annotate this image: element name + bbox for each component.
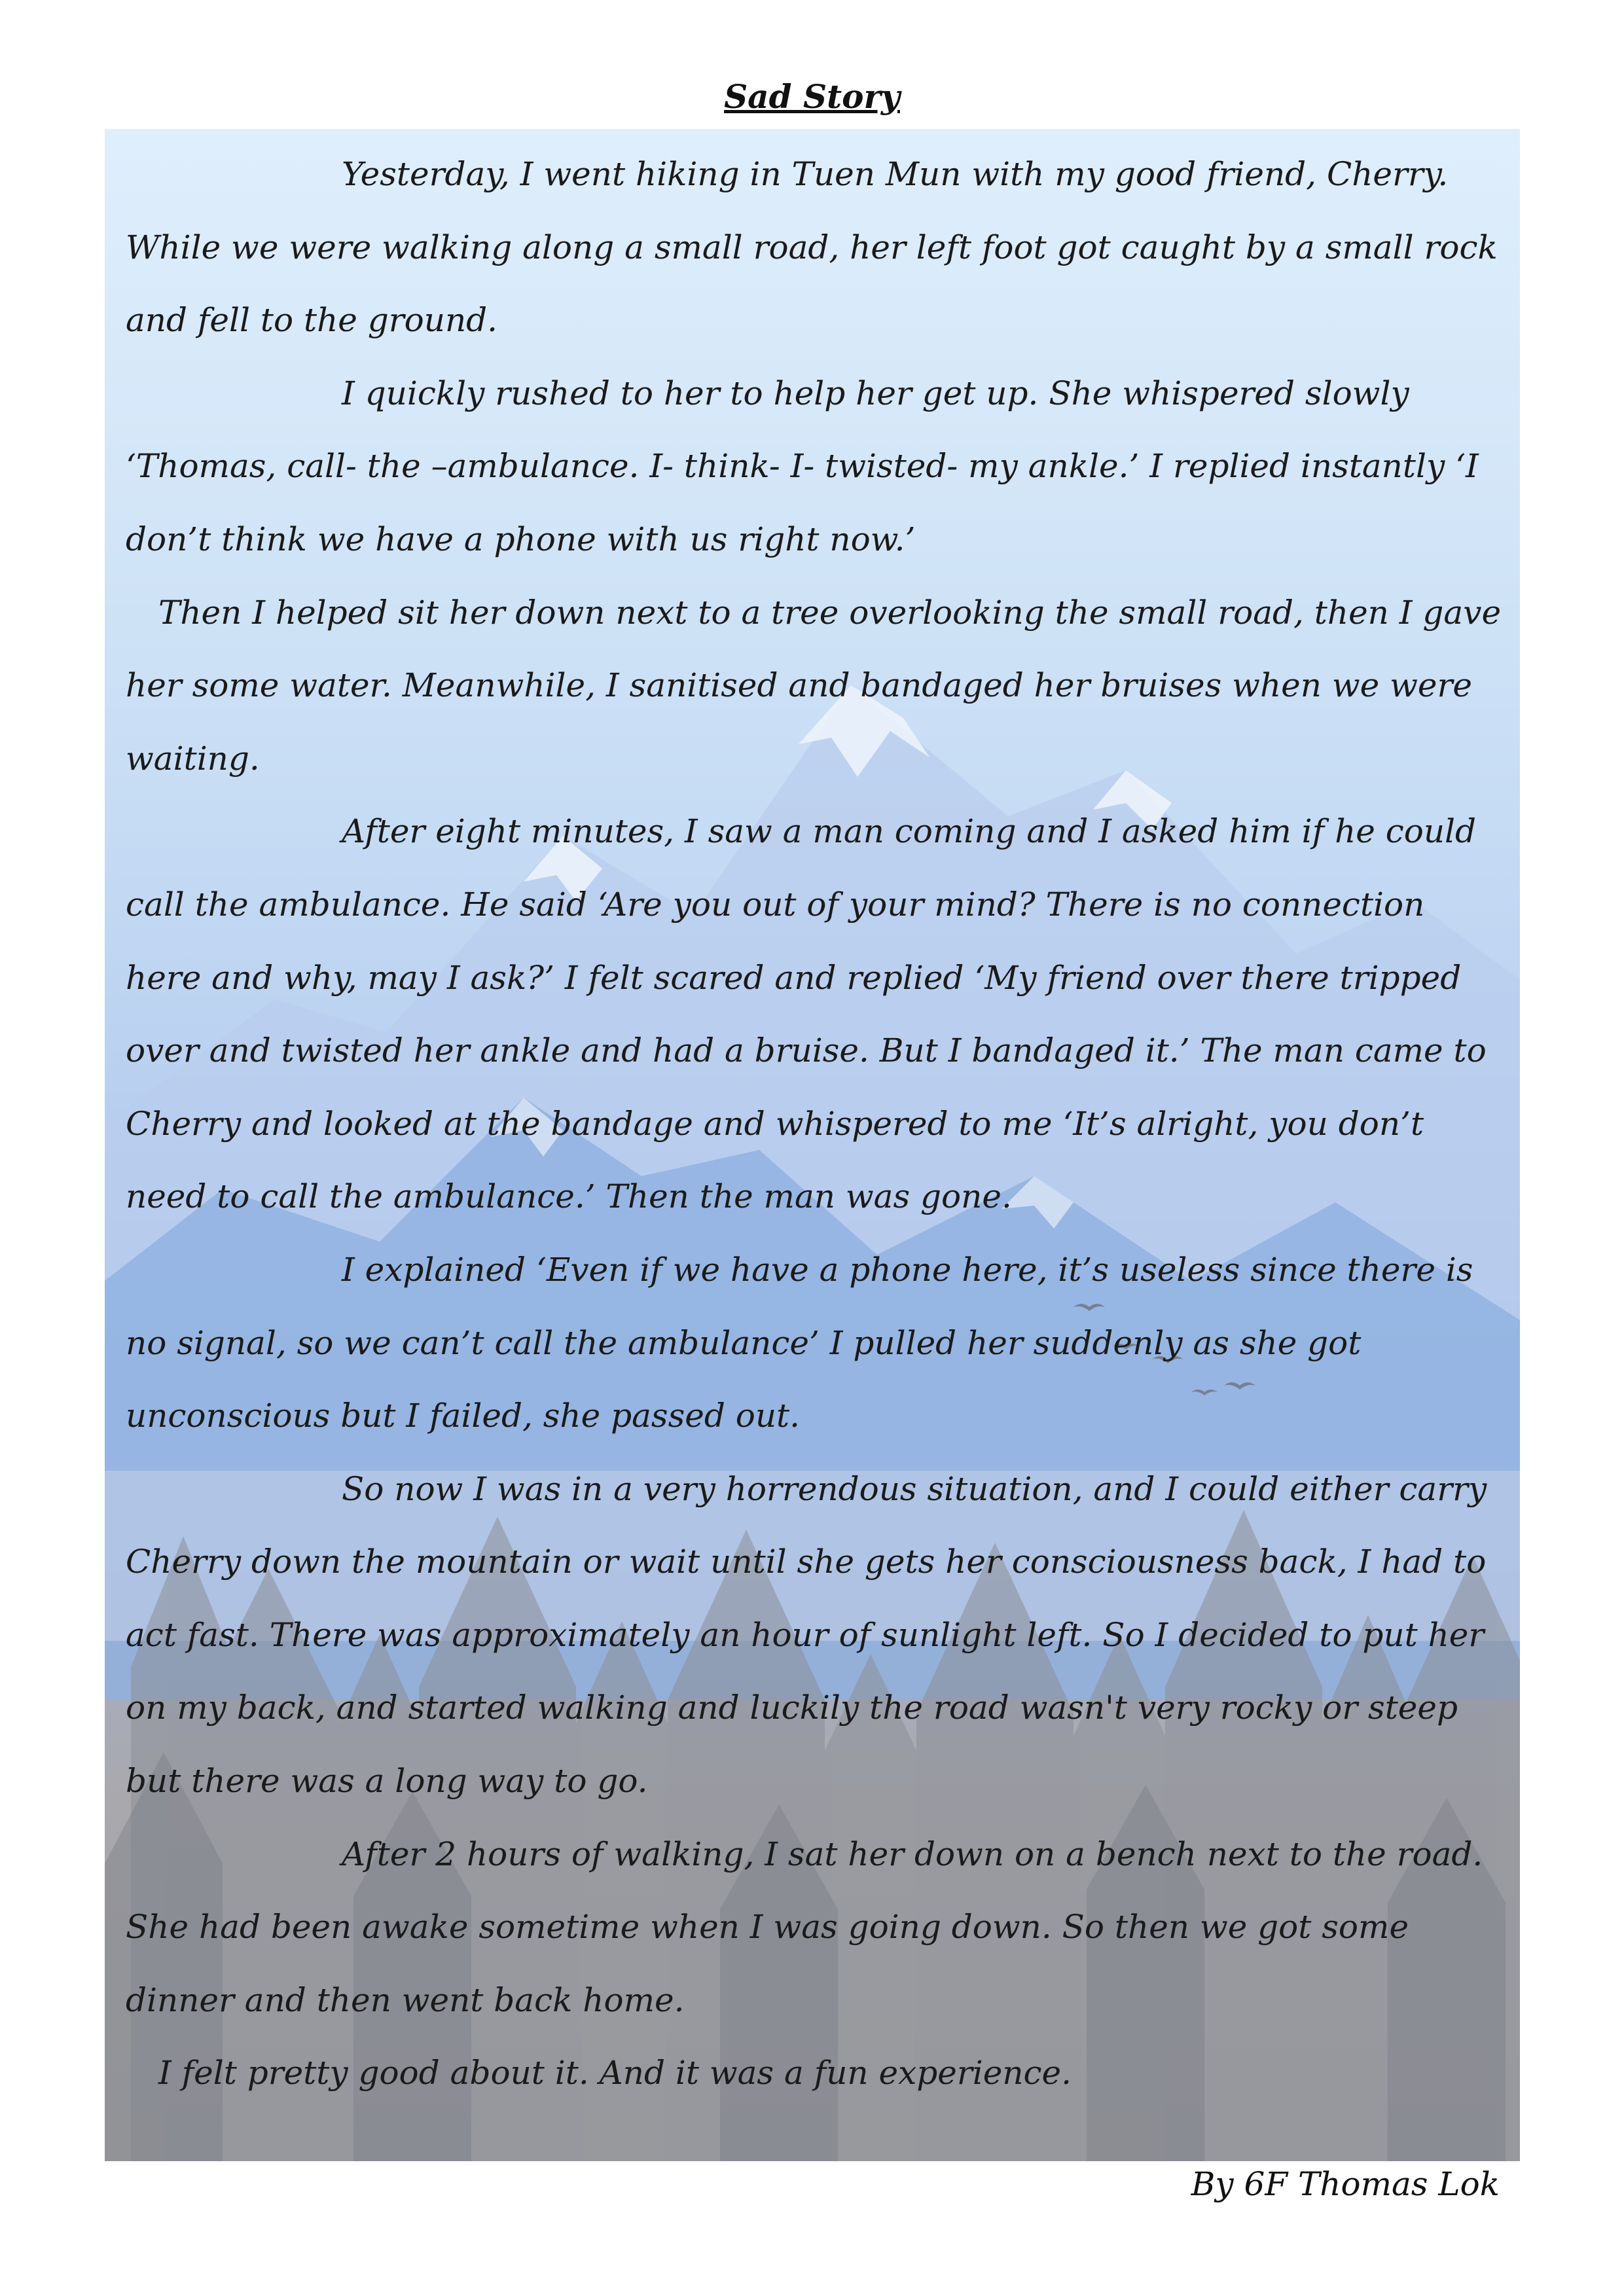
story-paragraph: So now I was in a very horrendous situation, and I could either carry Cherry down the mountain or wait until she gets her consciousness back, I had to act fast. There was approximately an hour of sunlight left. So I decided to put her on my back, and started walking and luckily the road wasn't very rocky or steep but there was a long way to go. [126,1469,1487,1801]
story-paragraph: I quickly rushed to her to help her get up. She whispered slowly ‘Thomas, call- the –ambulance. I- think- I- twisted- my ankle.’ I replied instantly ‘I don’t think we have a phone with us right now.’ [126,374,1479,558]
author-byline: By 6F Thomas Lok [1191,2165,1500,2203]
story-paragraph: Then I helped sit her down next to a tree overlooking the small road, then I gave her some water. Meanwhile, I sanitised and bandaged her bruises when we were waiting. [126,593,1502,778]
story-paragraph: I felt pretty good about it. And it was a fun experience. [158,2054,1072,2092]
story-panel [105,129,1520,2161]
story-paragraph: Yesterday, I went hiking in Tuen Mun with my good friend, Cherry. While we were walking along a small road, her left foot got caught by a small rock and fell to the ground. [126,155,1498,340]
story-paragraph: After 2 hours of walking, I sat her down on a bench next to the road. She had been awake sometime when I was going down. So then we got some dinner and then went back home. [126,1835,1483,2019]
story-paragraph: After eight minutes, I saw a man coming and I asked him if he could call the ambulance. He said ‘Are you out of your mind? There is no connection here and why, may I ask?’ I felt scared and replied ‘My friend over there tripped over and twisted her ankle and had a bruise. But I bandaged it.’ The man came to Cherry and looked at the bandage and whispered to me ‘It’s alright, you don’t need to call the ambulance.’ Then the man was gone. [126,812,1487,1216]
story-paragraph: I explained ‘Even if we have a phone here, it’s useless since there is no signal, so we can’t call the ambulance’ I pulled her suddenly as she got unconscious but I failed, she passed out. [126,1250,1473,1435]
page-title: Sad Story [724,77,900,116]
story-body [126,138,1507,2110]
